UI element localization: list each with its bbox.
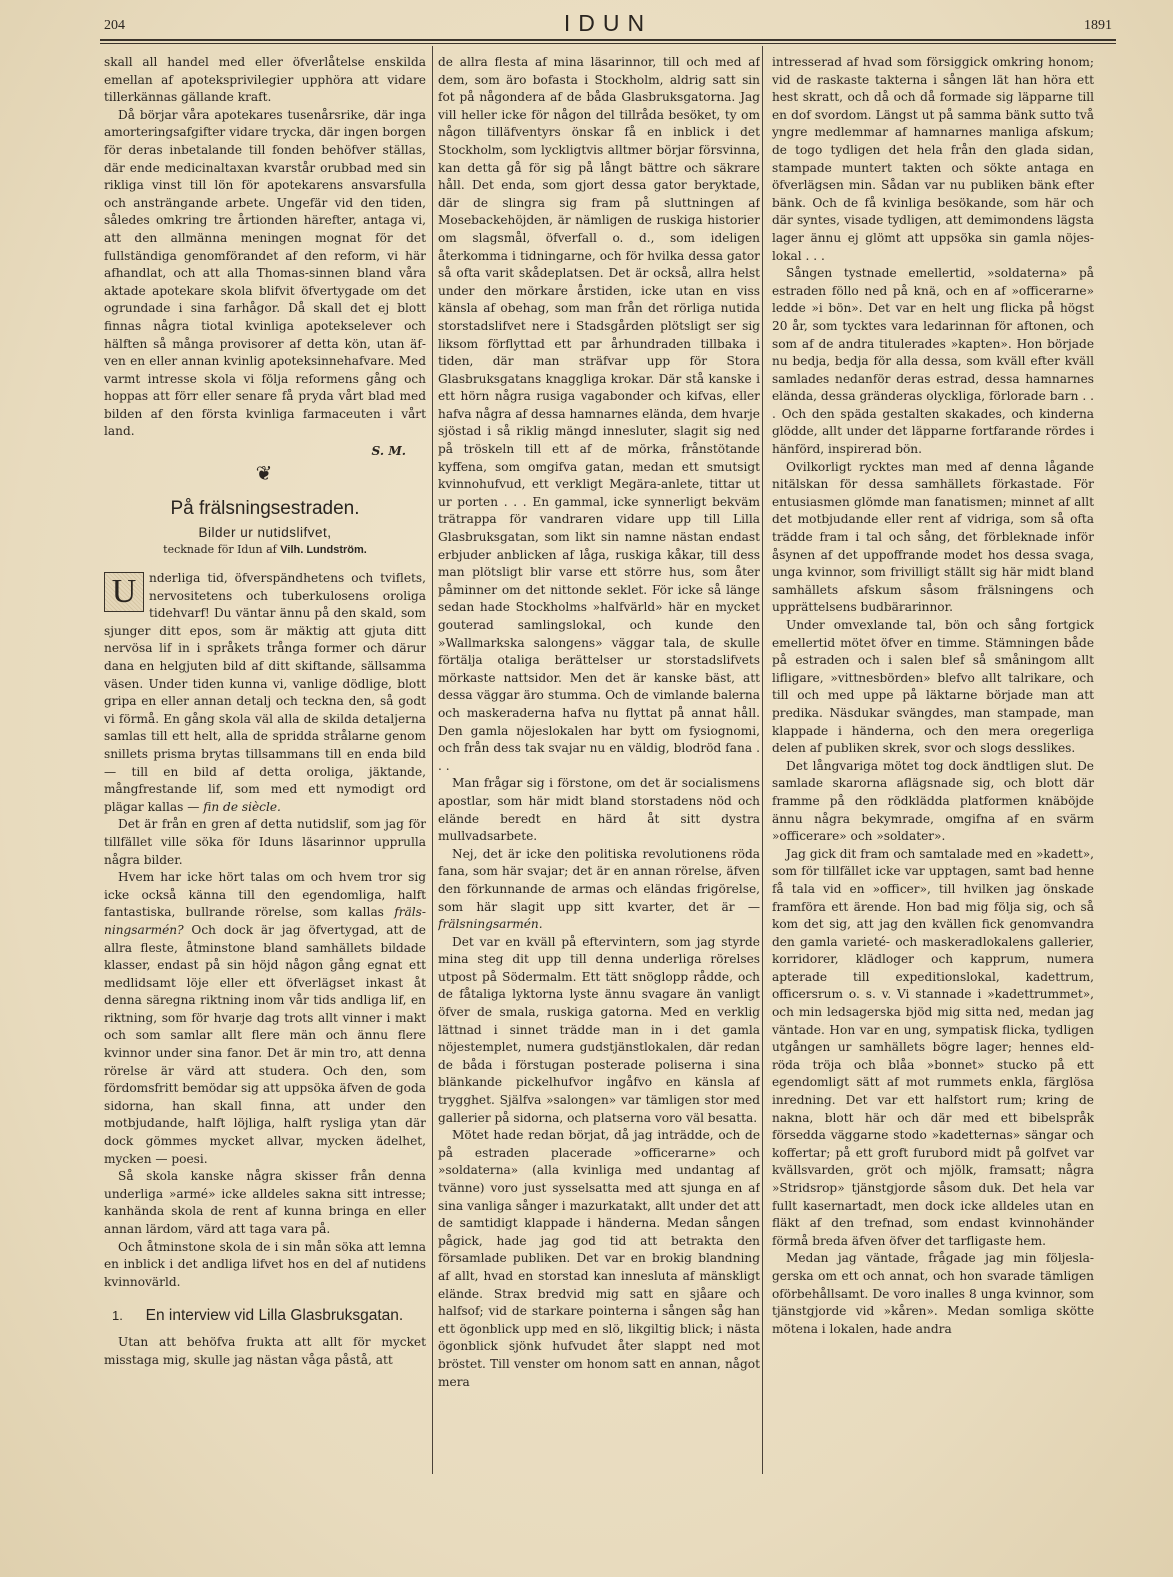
- header-rule-thin: [100, 43, 1116, 44]
- section-title: En interview vid Lilla Glasbruksgatan.: [145, 1307, 404, 1325]
- paragraph: intresserad af hvad som försiggick omkring honom; vid de raskaste takterna i sången lät han höra ett hest skratt, och då och då formade sig läpparne till en dof svordom. Längst ut på samma bänk sutto två yngre medlemmar af hamnarnes manliga afskum; de togo tydligen det hela från den glada sidan, stampade muntert takten och sökte antaga en öfverlägsen min. Sådan var nu publiken bänk efter bänk. Och de få kvinliga besökande, som här och där syntes, visade tydligen, att demimondens lägsta lager ännu ej glömt att uppsöka sin gamla nöjeslokal . . .: [772, 55, 1094, 263]
- page-header: [100, 10, 1116, 38]
- header-rule: [100, 39, 1116, 41]
- article-title: På frälsningsestraden.: [170, 498, 360, 520]
- column-divider-1: [432, 46, 433, 1474]
- paragraph-opening: [104, 570, 426, 816]
- paragraph-text: Och dock är jag öfvertygad, att de allra fleste, åtminstone bland samhällets bildade klasser, endast på sin höjd någon gång egnat ett medlidsamt löje eller ett öfverlägset inkast åt denna säregna riktning inom vår tids andliga lif, en riktning, som för hvarje dag trots allt vinner i makt och som samlar allt flere män och ännu flere kvinnor under sina fanor. Det är min tro, att denna rörelse är värd att studera. Och den, som fördomsfritt bemödar sig att uppsöka äfven de goda sidorna, han skall finna, att under den motbjudande, halft löjliga, halft rysliga ytan där dock gömmes mycket allvar, mycken ädelhet, mycken — poesi.: [104, 922, 426, 1166]
- ornament-icon: ❦: [255, 460, 275, 485]
- credit-name: Vilh. Lundström.: [280, 544, 367, 557]
- section-number: 1.: [112, 1308, 123, 1324]
- paragraph: Och åtminstone skola de i sin mån söka att lemna en inblick i det andliga lifvet hos en del af nutidens kvinnovärld.: [104, 1239, 426, 1289]
- signature: S. M.: [371, 444, 406, 459]
- column-1: [104, 54, 426, 1474]
- paragraph-text: Hvem har icke hört talas om och hvem tror sig icke också känna till den egendomliga, halft fantastiska, bullrande rörelse, som kallas: [104, 870, 426, 920]
- emphasis-text: frälsningsarmén?: [104, 905, 426, 937]
- paragraph: Det var en kväll på eftervintern, som jag styrde mina steg dit upp till denna underliga rörelses utpost på Södermalm. Ett tätt snöglopp rådde, och de fåtaliga lyktorna lyste ännu svagare än vanligt öfver de smala, ruskiga gatorna. Med en verklig lättnad i sinnet trädde man in i det gamla nöjestemplet, numera gudstjänstlokalen, där redan de båda i förstugan posterade poliserna i sina blänkande pickelhufvor ingåfvo en känsla af trygghet. Själfva »salongen» var tämligen stor med gallerier på sidorna, och platserna voro väl besatta.: [438, 934, 760, 1125]
- paragraph: Så skola kanske några skisser från denna underliga »armé» icke alldeles sakna sitt intresse; kanhända skola de rent af kunna bringa en eller annan lärdom, värd att taga vara på.: [104, 1169, 426, 1236]
- article-credit: [104, 541, 426, 560]
- year: 1891: [1084, 18, 1112, 33]
- paragraph-text: nderliga tid, öfverspändhetens och tviflets, nervositetens och tuberkulosens oroliga tidehvarf! Du väntar ännu på den skald, som sjunger ditt epos, som är mäktig att gjuta ditt nervösa lif in i språkets trånga former och därur dana en helgjuten bild af ditt skiftande, sällsamma väsen. Under tiden kunna vi, vanlige dödlige, blott gripa en eller annan detalj och teckna den, så godt vi förmå. En gång skola väl alla de skilda detaljerna samlas till ett helt, alla de spridda strålarne genom snillets prisma brytas tillsammans till en enda bild — till en bild af detta oroliga, jäktande, mångfrestande lif, som med ett nymodigt ord plägar kallas —: [104, 571, 426, 814]
- masthead-title: IDUN: [563, 10, 653, 36]
- paragraph: Man frågar sig i förstone, om det är socialismens apostlar, som här midt bland storstadens nöd och elände beredt en härd åt sitt dystra mullvadsarbete.: [438, 776, 760, 844]
- paragraph: [104, 869, 426, 1168]
- paragraph: Medan jag väntade, frågade jag min följeslagerska om ett och annat, och hon svarade tämligen oförbehållsamt. De voro inalles 8 unga kvinnor, som tjänstgjorde vid »kåren». Medan somliga skötte mötena i lokalen, hade andra: [772, 1251, 1094, 1336]
- column-3: [772, 54, 1094, 1474]
- paragraph: Det långvariga mötet tog dock ändtligen slut. De samlade skarorna aflägsnade sig, och blott där framme på den rödklädda platformen knäböjde ännu några bekymrade, omgifna af en svärm »officerare» och »soldater».: [772, 758, 1094, 844]
- paragraph: Det är från en gren af detta nutidslif, som jag för tillfället ville söka för Iduns läsarinnor upprulla några bilder.: [104, 817, 426, 867]
- paragraph-text: Nej, det är icke den politiska revolutionens röda fana, som här svajar; det är en annan rörelse, äfven den förkunnande de armas och eländas frigörelse, som här slagit upp sitt kvarter, det är —: [438, 846, 760, 914]
- emphasis-text: fin de siècle.: [203, 799, 281, 814]
- paragraph: Ovilkorligt rycktes man med af denna lågande nitälskan för dessa samhällets förkastade. För entusiasmen glömde man fanatismen; minnet af allt det motbjudande eller rent af vidriga, som så ofta trädde fram i tal och sång, det förbleknade inför åsynen af det uppoffrande modet hos dessa svaga, unga kvinnor, som frivilligt ställt sig här midt bland samhällets afskum såsom frälsningens och upprättelsens budbärarinnor.: [772, 459, 1094, 615]
- emphasis-text: frälsningsarmén.: [438, 917, 543, 932]
- section-heading: [104, 1305, 426, 1326]
- paragraph: Under omvexlande tal, bön och sång fortgick emellertid mötet öfver en timme. Stämningen både på estraden och i salen blef så småningom allt lifligare, »vittnesbörden» blefvo allt talrikare, och till och med uppe på läktarne började man att predika. Näsdukar svängdes, man stampade, man klappade i händerna, och den mera oregerliga delen af publiken skrek, svor och slogs desslikes.: [772, 618, 1094, 756]
- paragraph: Mötet hade redan börjat, då jag inträdde, och de på estraden placerade »officerarne» och »soldaterna» (alla kvinliga med undantag af tvänne) voro just sysselsatta med att sjunga en af sina vanliga sånger i mazurkatakt, allt under det att de samtidigt klappade i händerna. Medan sången pågick, hade jag god tid att betrakta den församlade publiken. Det var en brokig blandning af allt, hvad en storstad kan innesluta af mänskligt elände. Strax bredvid mig satt en sjåare och halfsof; vid de starkare pointerna i sången såg han ett ögonblick upp med en slö, likgiltig blick; i nästa ögonblick sjönk hufvudet åter slappt ned mot bröstet. Till venster om honom satt en annan, något mera: [438, 1128, 760, 1389]
- dropcap-letter: U: [104, 572, 144, 612]
- column-divider-2: [762, 46, 763, 1474]
- column-2: [438, 54, 760, 1474]
- credit-prefix: tecknade för Idun af: [163, 543, 277, 557]
- paragraph: Sången tystnade emellertid, »soldaterna» på estraden föllo ned på knä, och en af »officerarne» ledde »i bön». Det var en helt ung flicka på högst 20 år, som tycktes vara ledarinnan för aftonen, och som af de andra titulerades »kapten». Hon började nu bedja, bedja för alla dessa, som kväll efter kväll samlades nedanför deras estrad, dessa hamnarnes elända, dessa gränderas olyckliga, förlorade barn . . . Och den späda gestalten skakades, och kinderna glödde, allt under det läpparne fortfarande rördes i hänförd, inspirerad bön.: [772, 266, 1094, 457]
- paragraph: [438, 846, 760, 934]
- paragraph: de allra flesta af mina läsarinnor, till och med af dem, som äro bofasta i Stockholm, aldrig satt sin fot på någondera af de båda Glasbruksgatorna. Jag vill heller icke för någon del tillråda besöket, ty om någon tilläfventyrs önskar få en inblick i det Stockholm, som lyckligtvis alltmer börjar försvinna, kan detta gå för sig på långt bättre och säkrare håll. Det enda, som gjort dessa gator beryktade, där de slingra sig fram på sluttningen af Mosebackehöjden, är nämligen de ruskiga historier om slagsmål, öfverfall o. d., som ideligen återkomma i tidningarne, och för hvilka dessa gator så ofta varit skådeplatsen. Det är också, allra helst under den mörkare årstiden, icke utan en viss känsla af obehag, som man från det rörliga nutida storstadslifvet nere i Stadsgården plötsligt ser sig liksom förflyttad ett par århundraden tillbaka i tiden, där man sträfvar upp för Stora Glasbruksgatans knaggliga krokar. Där stå kanske i ett hörn några rusiga vagabonder och kifvas, eller hafva några af dessa hamnarnes elända, dem hvarje sjöstad i så riklig mängd innesluter, slagit sig ned på tröskeln till ett af de mörka, frånstötande kyffena, som omgifva gatan, medan ett smutsigt kvinnohufvud, ett verkligt Megära-anlete, tittar ut ur porten . . . En gammal, icke synnerligt bekväm trätrappa för vandraren vidare upp till Lilla Glasbruksgatan, som likt sin namne nästan endast erbjuder anblicken af låga, ruskiga kåkar, till dess man plötsligt blir varse ett större hus, som åter påminner om det nittonde seklet. För icke så länge sedan hade Stockholms »halfvärld» här en mycket gouterad samlingslokal, och kunde den »Wallmarkska salongens» väggar tala, de skulle förtälja otaliga berättelser ur storstadslifvets mörkaste nattsidor. Men det är kanske bäst, att dessa väggar äro stumma. Och de vimlande balerna och maskeraderna hafva nu flyttat på annat håll. Den gamla nöjeslokalen har bytt om fysiognomi, och från dess tak svajar nu en väldig, blodröd fana . . .: [438, 55, 760, 773]
- page-number: 204: [104, 18, 125, 33]
- paragraph: Utan att behöfva frukta att allt för mycket misstaga mig, skulle jag nästan våga påstå, att: [104, 1335, 426, 1367]
- article-subtitle: Bilder ur nutidslifvet,: [198, 524, 332, 540]
- paragraph: Då börjar våra apotekares tusenårsrike, där inga amorteringsafgifter vidare trycka, där ingen borgen för deras inbetalande till fonden behöfver ställas, där ende medicinaltaxan kvarstår orubbad med sin rikliga vinst till lön för apotekarens ansvarsfulla och ansträngande arbete. Ungefär vid den tiden, således omkring tre årtionden härefter, antaga vi, att den allmänna meningen mognat för det fullständiga genomförandet af den reform, vi här afhandlat, och att alla Thomas-sinnen bland våra aktade apotekare skola blifvit öfvertygade om det ogrundade i sina farhågor. Då skall det ej blott finnas några tiotal kvinliga apotekselever och hälften så många provisorer af detta kön, utan äfven en eller annan kvinlig apoteksinnehafvare. Med varmt intresse skola vi följa reformens gång och hoppas att förr eller senare få pryda vårt blad med bilden af den första kvinliga farmaceuten i vårt land.: [104, 107, 426, 439]
- paragraph: skall all handel med eller öfverlåtelse enskilda emellan af apoteksprivilegier upphöra att vidare tillerkännas gällande kraft.: [104, 55, 426, 105]
- paragraph: Jag gick dit fram och samtalade med en »kadett», som för tillfället icke var upptagen, samt bad henne få tala vid en »officer», till hvilken jag önskade framföra ett ärende. Hon bad mig följa sig, och så kom det sig, att jag den kvällen fick genomvandra den gamla varieté- och maskeradlokalens gallerier, korridorer, klädloger och kapprum, numera apterade till expeditionslokal, kadettrum, officersrum o. s. v. Vi stannade i »kadettrummet», och min ledsagerska bjöd mig sitta ned, medan jag väntade. Hon var en ung, sympatisk flicka, tydligen utgången ur samhällets bögre lager; hennes eldröda tröja och blåa »bonnet» stucko på ett egendomligt sätt af mot rummets enkla, färglösa inredning. Det var ett halfstort rum; kring de nakna, blott här och där med ett bibelspråk försedda väggarne stodo »kadetternas» sängar och koffertar; på ett groft furubord midt på golfvet var kvällsvarden, gröt och mjölk, framsatt; några »Stridsrop» tjänstgjorde såsom duk. Det hela var fullt kasernartadt, men dock icke alldeles utan en fläkt af den trefnad, som endast kvinnohänder förmå breda äfven öfver det tarfligaste hem.: [772, 846, 1094, 1248]
